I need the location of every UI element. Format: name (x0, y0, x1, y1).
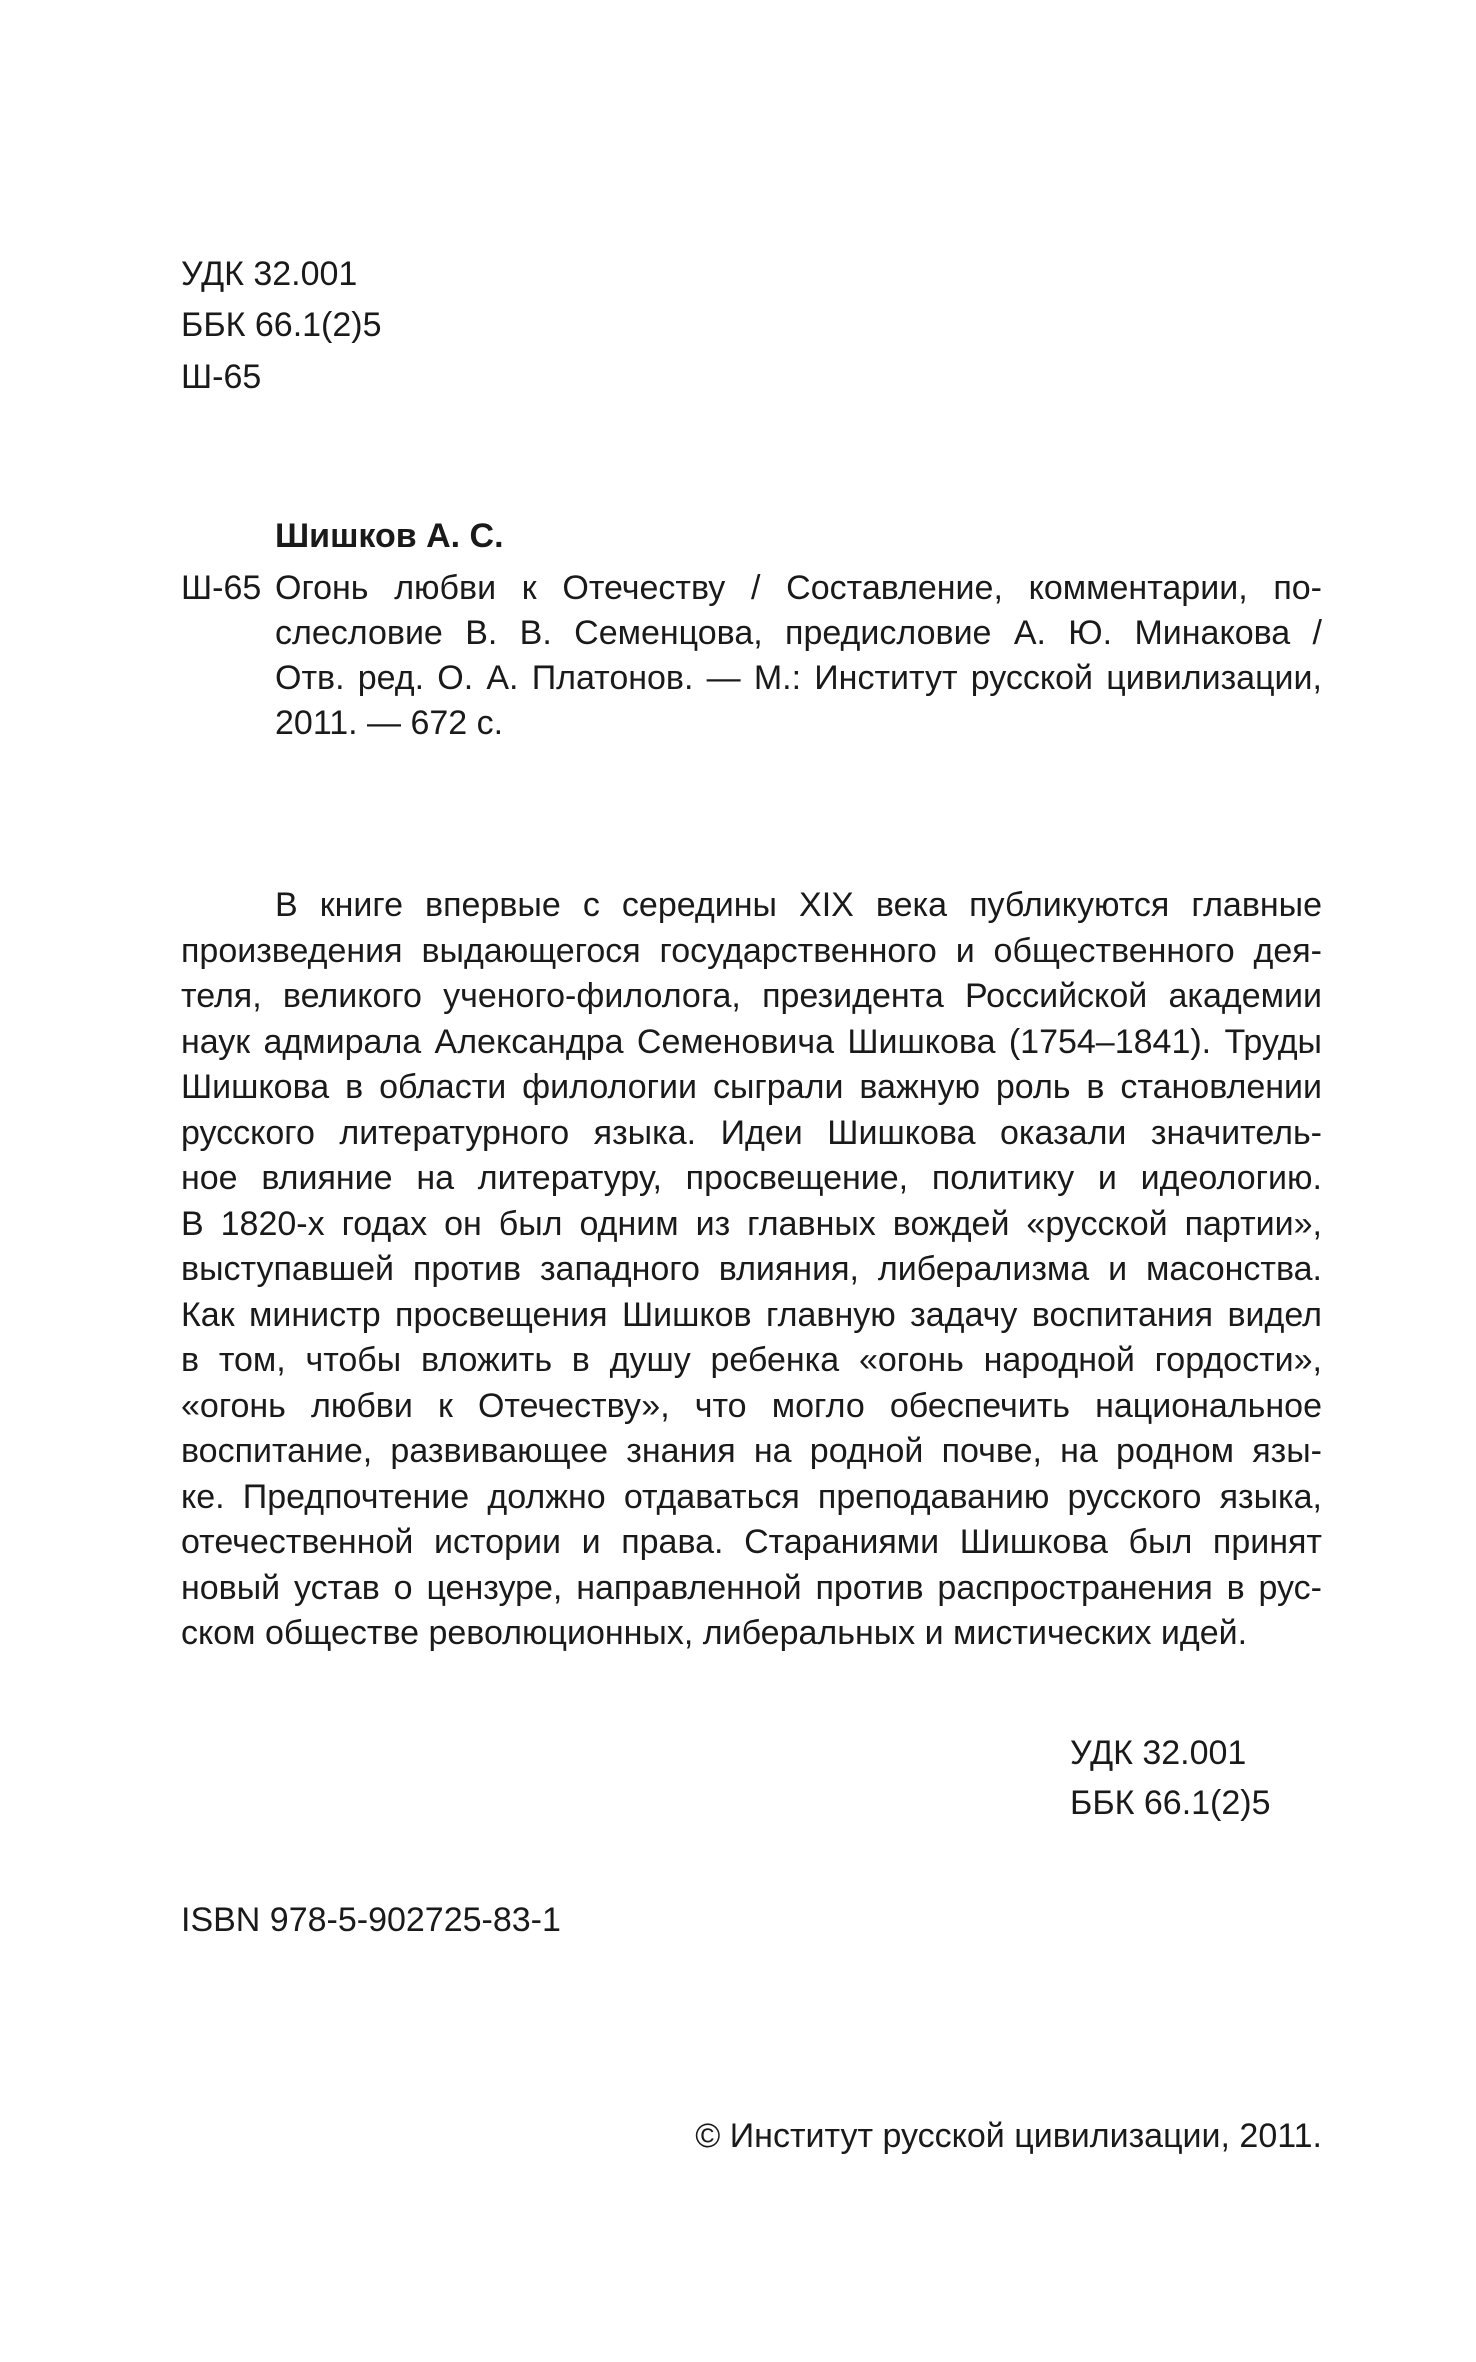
author-sign: Ш-65 (181, 358, 262, 396)
abstract-line: воспитание, развивающее знания на родной почве, на родном язы- (181, 1432, 1322, 1470)
bbk-code-footer: ББК 66.1(2)5 (1070, 1784, 1271, 1822)
bibliographic-description (275, 566, 1322, 746)
biblio-line: Огонь любви к Отечеству / Составление, комментарии, по- (275, 569, 1322, 607)
abstract (181, 883, 1322, 1657)
abstract-line: произведения выдающегося государственного и общественного дея- (181, 931, 1322, 970)
abstract-line: отечественной истории и права. Стараниями Шишкова был принят (181, 1523, 1322, 1561)
abstract-line: русского литературного языка. Идеи Шишкова оказали значитель- (181, 1113, 1322, 1152)
author-name: Шишков А. С. (275, 517, 504, 555)
biblio-line: Отв. ред. О. А. Платонов. — М.: Институт русской цивилизации, (275, 659, 1322, 697)
bbk-code: ББК 66.1(2)5 (181, 306, 382, 344)
abstract-line: Шишкова в области филологии сыграли важную роль в становлении (181, 1068, 1322, 1106)
copyright-notice: © Институт русской цивилизации, 2011. (695, 2117, 1322, 2155)
footer-codes (1070, 1728, 1271, 1828)
abstract-line: наук адмирала Александра Семеновича Шишкова (1754–1841). Труды (181, 1022, 1322, 1061)
abstract-line: ке. Предпочтение должно отдаваться преподаванию русского языка, (181, 1477, 1322, 1516)
abstract-line: Как министр просвещения Шишков главную задачу воспитания видел (181, 1295, 1322, 1334)
biblio-line: 2011. — 672 с. (275, 704, 504, 742)
abstract-line: ное влияние на литературу, просвещение, политику и идеологию. (181, 1159, 1322, 1197)
abstract-line: В 1820-х годах он был одним из главных вождей «русской партии», (181, 1204, 1322, 1243)
abstract-line: выступавшей против западного влияния, либерализма и масонства. (181, 1250, 1322, 1288)
abstract-line: новый устав о цензуре, направленной против распространения в рус- (181, 1568, 1322, 1607)
udk-code: УДК 32.001 (181, 255, 358, 293)
udk-code-footer: УДК 32.001 (1070, 1734, 1247, 1772)
abstract-line: ском обществе революционных, либеральных и мистических идей. (181, 1614, 1248, 1652)
abstract-line: в том, чтобы вложить в душу ребенка «огонь народной гордости», (181, 1341, 1322, 1379)
abstract-line: В книге впервые с середины XIX века публикуются главные (275, 886, 1322, 924)
entry-author-sign: Ш-65 (181, 569, 262, 607)
isbn: ISBN 978-5-902725-83-1 (181, 1901, 561, 1939)
abstract-line: «огонь любви к Отечеству», что могло обеспечить национальное (181, 1386, 1322, 1425)
abstract-line: теля, великого ученого-филолога, президента Российской академии (181, 977, 1322, 1015)
biblio-line: слесловие В. В. Семенцова, предисловие А. Ю. Минакова / (275, 614, 1322, 652)
